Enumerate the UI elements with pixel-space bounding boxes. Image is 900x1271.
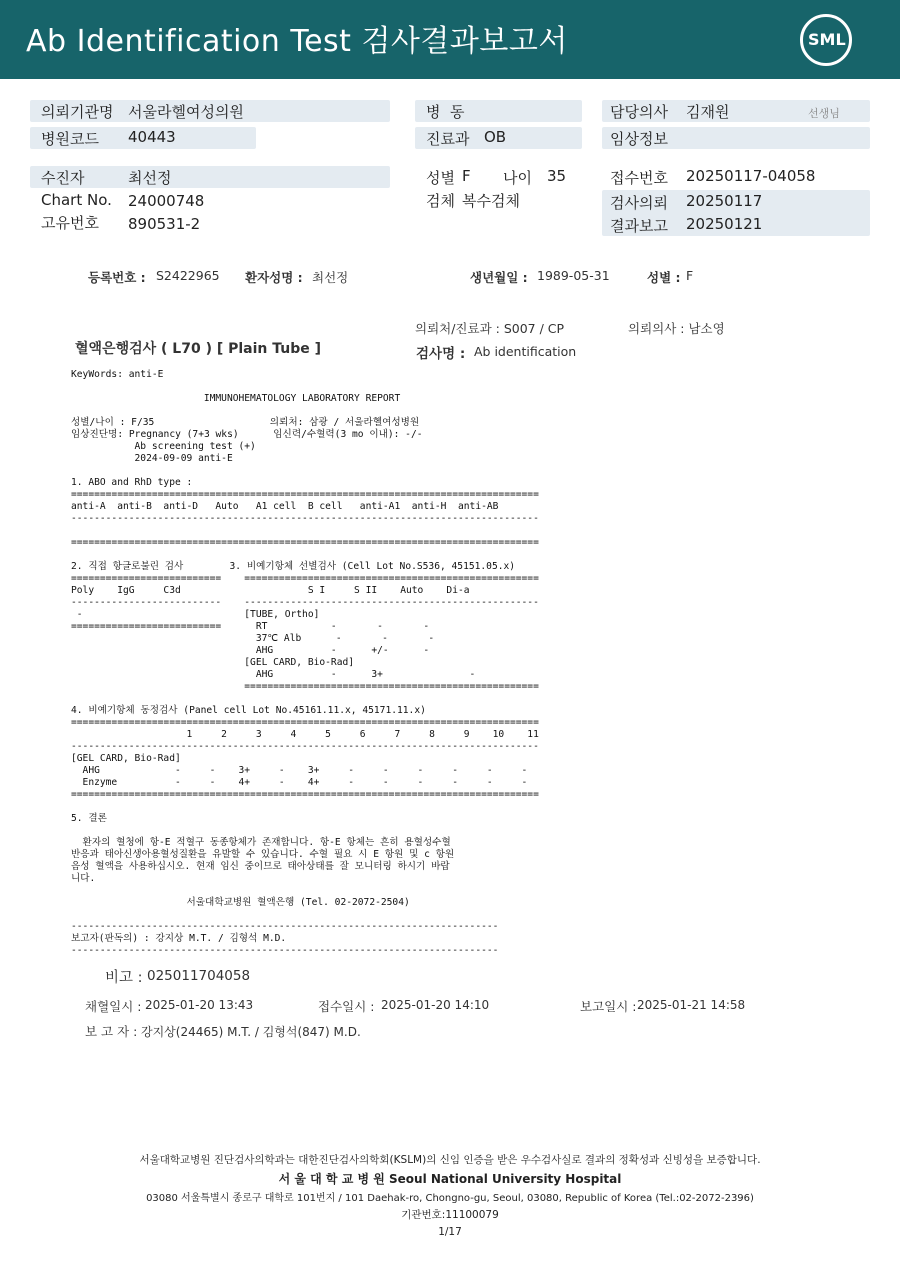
lab-report-line: - [TUBE, Ortho] (71, 609, 320, 620)
hospital-code-value: 40443 (128, 128, 176, 146)
header-bar (0, 0, 900, 79)
sex-label: 성별 (426, 169, 455, 187)
referral: 의뢰처/진료과 : S007 / CP (415, 321, 565, 336)
dob-value: 1989-05-31 (537, 268, 610, 283)
lab-report-line: 1 2 3 4 5 6 7 8 9 10 11 (71, 729, 539, 740)
lab-report-line (71, 801, 539, 813)
lab-report-line: --------------------------------------------------------------------------------- (71, 513, 539, 524)
chart-no-value: 24000748 (128, 192, 205, 210)
age-label: 나이 (503, 169, 532, 187)
footer-institution: 기관번호:11100079 (401, 1209, 499, 1221)
note-label: 비고 : (105, 970, 143, 986)
footer-page: 1/17 (438, 1226, 462, 1238)
age-value: 35 (547, 167, 567, 185)
collect-value: 2025-01-20 13:43 (145, 998, 254, 1012)
lab-report-line: ========================== RT - - - (71, 621, 430, 632)
lab-report-line (71, 549, 539, 561)
lab-report-line: -------------------------------------------------------------------------- (71, 945, 499, 956)
lab-report-line: 2024-09-09 anti-E (71, 453, 233, 464)
page-title: Ab Identification Test 검사결과보고서 (26, 24, 568, 59)
report-time-label: 보고일시 : (580, 999, 637, 1014)
lab-report-line: ================================================================================= (71, 537, 539, 548)
lab-report-line (71, 405, 539, 417)
lab-report-line: -------------------------------------------------------------------------- (71, 921, 499, 932)
receipt-time-value: 2025-01-20 14:10 (381, 998, 490, 1012)
lab-report-line: ================================================================================= (71, 717, 539, 728)
report-sex-label: 성별 : (647, 270, 681, 285)
receipt-time-label: 접수일시 : (318, 999, 375, 1014)
report-sex-value: F (686, 268, 694, 283)
specimen-label: 검체 (426, 192, 455, 210)
lab-report-line: 반응과 태아신생아용혈성질환을 유발할 수 있습니다. 수혈 필요 시 E 항원 및 c 항원 (71, 849, 455, 860)
dept-value: OB (484, 128, 507, 146)
lab-report-line: 성별/나이 : F/35 의뢰처: 삼광 / 서울라헬여성병원 (71, 417, 420, 428)
lab-report-line: Poly IgG C3d S I S II Auto Di-a (71, 585, 470, 596)
institution-label: 의뢰기관명 (41, 103, 114, 121)
unique-no-label: 고유번호 (41, 214, 99, 232)
lab-report-line: [GEL CARD, Bio-Rad] (71, 657, 355, 668)
lab-report-line (71, 909, 539, 921)
lab-report-line: AHG - - 3+ - 3+ - - - - - - (71, 765, 528, 776)
reporter-value: 강지상(24465) M.T. / 김형석(847) M.D. (141, 1025, 361, 1039)
test-name-value: Ab identification (474, 344, 577, 359)
lab-report-line: ================================================================================= (71, 489, 539, 500)
referral-doctor: 의뢰의사 : 남소영 (628, 321, 725, 336)
lab-report-line: =================================================== (71, 681, 539, 692)
receipt-no-value: 20250117-04058 (686, 167, 816, 185)
lab-report-line: [GEL CARD, Bio-Rad] (71, 753, 181, 764)
patient-name-label: 환자성명 : (245, 270, 303, 285)
lab-report-line: 니다. (71, 873, 96, 884)
hospital-code-label: 병원코드 (41, 130, 99, 148)
lab-report-line: Enzyme - - 4+ - 4+ - - - - - - (71, 777, 528, 788)
lab-report-line: 서울대학교병원 혈액은행 (Tel. 02-2072-2504) (71, 897, 410, 908)
reg-value: S2422965 (156, 268, 220, 283)
reg-label: 등록번호 : (88, 270, 146, 285)
lab-report-line: -------------------------- --------------------------------------------------- (71, 597, 539, 608)
lab-report-line: IMMUNOHEMATOLOGY LABORATORY REPORT (71, 393, 401, 404)
sml-logo (800, 14, 852, 66)
footer-hospital: 서 울 대 학 교 병 원 Seoul National University Hospital (278, 1172, 622, 1186)
lab-report-line: 음성 혈액을 사용하십시오. 현재 임신 중이므로 태아상태를 잘 모니터링 하시기 바랍 (71, 861, 450, 872)
lab-report-line (71, 381, 539, 393)
patient-name-value: 최선정 (312, 270, 349, 285)
note-value: 025011704058 (147, 968, 251, 984)
doctor-value: 김재원 (686, 103, 730, 121)
lab-report-line: 환자의 혈청에 항-E 적혈구 동종항체가 존재합니다. 항-E 항체는 흔히 용혈성수혈 (71, 837, 451, 848)
patient-value: 최선정 (128, 169, 172, 187)
lab-report-line: --------------------------------------------------------------------------------- (71, 741, 539, 752)
lab-report-line (71, 693, 539, 705)
report-time-value: 2025-01-21 14:58 (637, 998, 746, 1012)
specimen-value: 복수검체 (462, 192, 520, 210)
lab-report-line: AHG - 3+ - (71, 669, 476, 680)
lab-report-line: 보고자(판독의) : 강지상 M.T. / 김형석 M.D. (71, 933, 287, 944)
logo-text: SML (808, 30, 846, 49)
lab-report-line (71, 525, 539, 537)
lab-report (71, 369, 539, 957)
reporter-label: 보 고 자 : (85, 1024, 138, 1039)
lab-report-line: 4. 비예기항체 동정검사 (Panel cell Lot No.45161.11.x, 45171.11.x) (71, 705, 426, 716)
result-value: 20250121 (686, 215, 763, 233)
lab-report-line: 37℃ Alb - - - (71, 633, 435, 644)
request-label: 검사의뢰 (610, 194, 668, 212)
receipt-no-label: 접수번호 (610, 169, 668, 187)
institution-value: 서울라헬여성의원 (128, 103, 244, 121)
lab-report-line (71, 885, 539, 897)
clinical-label: 임상정보 (610, 130, 668, 148)
doctor-suffix: 선생님 (808, 107, 840, 120)
chart-no-label: Chart No. (41, 191, 112, 209)
dob-label: 생년월일 : (470, 270, 528, 285)
footer-address: 03080 서울특별시 종로구 대학로 101번지 / 101 Daehak-ro, Chongno-gu, Seoul, 03080, Republic of Korea (Tel.:02-2072-2396) (146, 1193, 754, 1204)
patient-label: 수진자 (41, 169, 85, 187)
request-value: 20250117 (686, 192, 763, 210)
ward-label: 병 동 (426, 103, 465, 121)
lab-report-line: anti-A anti-B anti-D Auto A1 cell B cell anti-A1 anti-H anti-AB (71, 501, 499, 512)
lab-report-line: KeyWords: anti-E (71, 369, 164, 380)
lab-report-line (71, 825, 539, 837)
lab-report-line: Ab screening test (+) (71, 441, 256, 452)
dept-label: 진료과 (426, 130, 470, 148)
lab-report-line (71, 465, 539, 477)
lab-report-line: 5. 결론 (71, 813, 107, 824)
footer-certification: 서울대학교병원 진단검사의학과는 대한진단검사의학회(KSLM)의 신임 인증을 받은 우수검사실로 결과의 정확성과 신빙성을 보증합니다. (139, 1154, 761, 1166)
lab-report-line: ================================================================================= (71, 789, 539, 800)
result-label: 결과보고 (610, 217, 668, 235)
collect-label: 채혈일시 : (85, 999, 142, 1014)
lab-report-line: 임상진단명: Pregnancy (7+3 wks) 임신력/수혈력(3 mo 이내): -/- (71, 429, 423, 440)
unique-no-value: 890531-2 (128, 215, 201, 233)
lab-report-line: ========================== =================================================== (71, 573, 539, 584)
lab-report-line: AHG - +/- - (71, 645, 430, 656)
lab-report-line: 2. 직접 항글로불린 검사 3. 비예기항체 선별검사 (Cell Lot No.S536, 45151.05.x) (71, 561, 516, 572)
lab-report-line: 1. ABO and RhD type : (71, 477, 193, 488)
test-name-label: 검사명 : (416, 346, 466, 362)
sex-value: F (462, 167, 471, 185)
doctor-label: 담당의사 (610, 103, 668, 121)
test-title: 혈액은행검사 ( L70 ) [ Plain Tube ] (75, 341, 322, 357)
